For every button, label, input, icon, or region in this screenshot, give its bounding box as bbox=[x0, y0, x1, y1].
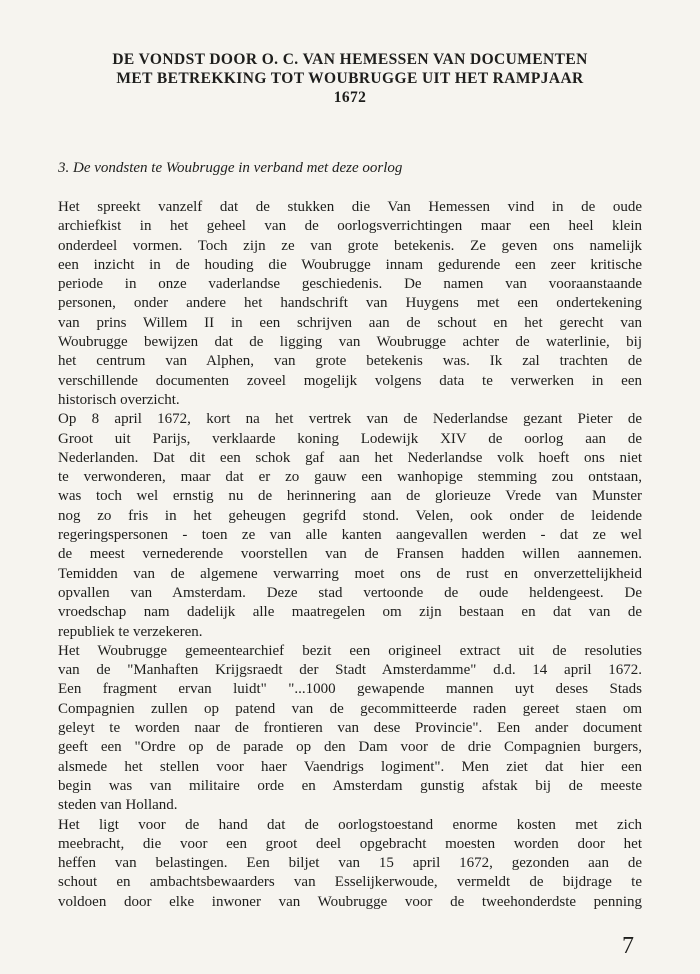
page-number: 7 bbox=[622, 933, 634, 959]
text-line: regeringspersonen - toen ze van alle kanten aangevallen werden - dat ze wel bbox=[58, 527, 642, 544]
text-line: alsmede het stellen voor haer Vaendrigs logiment". Men ziet dat hier een bbox=[58, 758, 642, 775]
text-line: historisch overzicht. bbox=[58, 391, 180, 408]
text-line: verschillende documenten zoveel mogelijk volgens data te verwerken in een bbox=[58, 372, 642, 389]
text-line: archiefkist in het geheel van de oorlogsverrichtingen maar een heel klein bbox=[58, 218, 642, 235]
text-line: Compagnien zullen op patend van de gecommitteerde raden gereet staen om bbox=[58, 700, 642, 717]
text-line: Groot uit Parijs, verklaarde koning Lodewijk XIV de oorlog aan de bbox=[58, 430, 642, 447]
title-line: DE VONDST DOOR O. C. VAN HEMESSEN VAN DOCUMENTEN bbox=[112, 51, 588, 68]
text-line: van de "Manhaften Krijgsraedt der Stadt Amsterdamme" d.d. 14 april 1672. bbox=[58, 662, 642, 679]
text-line: Het ligt voor de hand dat de oorlogstoestand enorme kosten met zich bbox=[58, 816, 642, 833]
text-line: van prins Willem II in een schrijven aan de schout en het gerecht van bbox=[58, 314, 642, 331]
text-line: steden van Holland. bbox=[58, 797, 178, 814]
section-heading: 3. De vondsten te Woubrugge in verband met deze oorlog bbox=[58, 160, 403, 176]
text-line: personen, onder andere het handschrift van Huygens met een ondertekening bbox=[58, 295, 642, 312]
article-title bbox=[40, 50, 660, 107]
text-line: was toch wel ernstig nu de herinnering aan de glorieuze Vrede van Munster bbox=[58, 488, 642, 505]
text-line: periode in onze vaderlandse geschiedenis. De namen van vooraanstaande bbox=[58, 276, 642, 293]
text-line: Het spreekt vanzelf dat de stukken die Van Hemessen vind in de oude bbox=[58, 199, 642, 215]
text-line: schout en ambachtsbewaarders van Esselijkerwoude, vermeldt de bijdrage te bbox=[58, 874, 642, 891]
text-line: opvallen van Amsterdam. Deze stad vertoonde de oude heldengeest. De bbox=[58, 584, 642, 601]
text-line: de meest vernederende voorstellen van de Fransen hadden willen aannemen. bbox=[58, 546, 642, 563]
body-text bbox=[58, 198, 642, 912]
text-line: Het Woubrugge gemeentearchief bezit een origineel extract uit de resoluties bbox=[58, 642, 642, 659]
text-line: Een fragment ervan luidt" "...1000 gewapende mannen uyt deses Stads bbox=[58, 681, 642, 698]
text-line: te verwonderen, maar dat er zo gauw een wanhopige stemming zou ontstaan, bbox=[58, 469, 642, 486]
text-line: Op 8 april 1672, kort na het vertrek van de Nederlandse gezant Pieter de bbox=[58, 411, 642, 428]
text-line: begin was van militaire orde en Amsterdam gunstig afstak bij de meeste bbox=[58, 777, 642, 794]
title-line: MET BETREKKING TOT WOUBRUGGE UIT HET RAMPJAAR bbox=[116, 70, 584, 87]
title-line: 1672 bbox=[333, 89, 367, 106]
text-line: onderdeel vormen. Toch zijn ze van grote betekenis. Ze geven ons namelijk bbox=[58, 237, 642, 254]
text-line: vroedschap nam dadelijk alle maatregelen om zijn bestaan en dat van de bbox=[58, 604, 642, 621]
text-line: een inzicht in de houding die Woubrugge innam gedurende een zeer kritische bbox=[58, 256, 642, 273]
text-line: Woubrugge bewijzen dat de ligging van Woubrugge achter de waterlinie, bij bbox=[58, 334, 642, 351]
text-line: Nederlanden. Dat dit een schok gaf aan het Nederlandse volk hoeft ons niet bbox=[58, 449, 642, 466]
text-line: het centrum van Alphen, van grote betekenis was. Ik zal trachten de bbox=[58, 353, 642, 370]
text-line: geeft een "Ordre op de parade op den Dam voor de drie Compagnien burgers, bbox=[58, 739, 642, 756]
text-line: nog zo fris in het geheugen gegrifd stond. Velen, ook onder de leidende bbox=[58, 507, 642, 524]
text-line: heffen van belastingen. Een biljet van 15 april 1672, gezonden aan de bbox=[58, 855, 642, 872]
text-line: Temidden van de algemene verwarring moet ons de rust en onverzettelijkheid bbox=[58, 565, 642, 582]
text-line: meebracht, die voor een groot deel opgebracht moesten worden door het bbox=[58, 835, 642, 852]
text-line: republiek te verzekeren. bbox=[58, 623, 203, 640]
text-line: voldoen door elke inwoner van Woubrugge voor de tweehonderdste penning bbox=[58, 893, 642, 910]
text-line: geleyt te worden naar de frontieren van dese Provincie". Een ander document bbox=[58, 720, 642, 737]
